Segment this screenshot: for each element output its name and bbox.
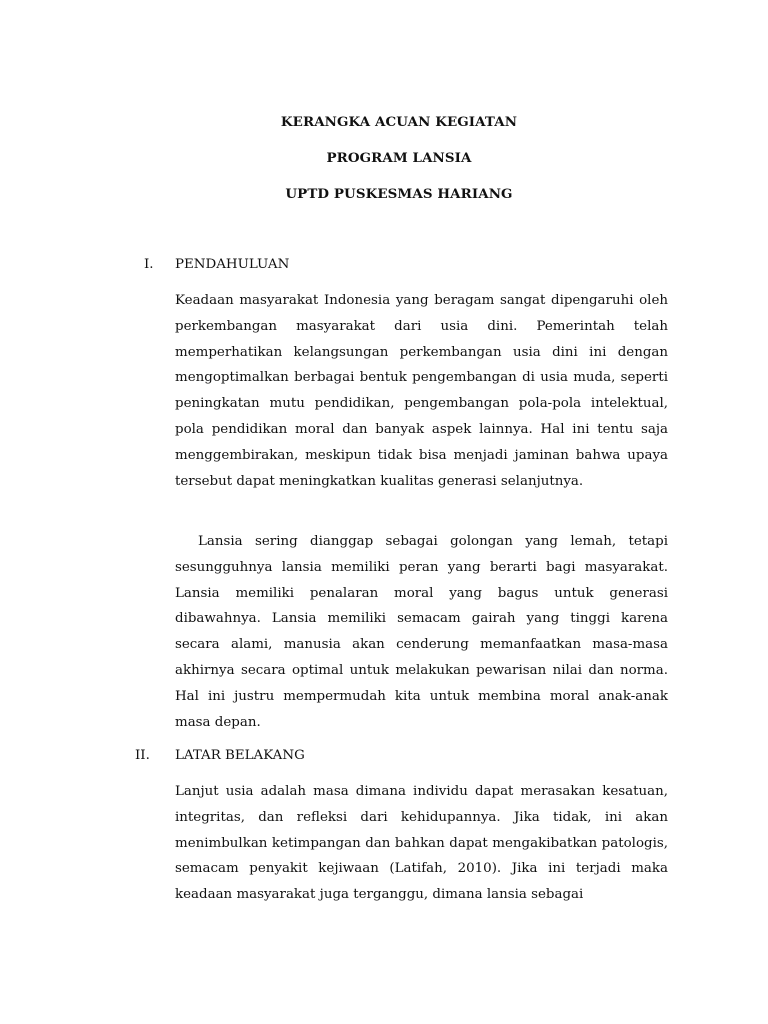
section-1-paragraph-1: Keadaan masyarakat Indonesia yang beragam sangat dipengaruhi oleh perkembangan masyarakat dari usia dini. Pemerintah telah memperhatikan kelangsungan perkembangan usia dini ini dengan mengoptimalkan berbagai bentuk pengembangan di usia muda, seperti peningkatan mutu pendidikan, pengembangan pola-pola intelektual, pola pendidikan moral dan banyak aspek lainnya. Hal ini tentu saja menggembirakan, meskipun tidak bisa menjadi jaminan bahwa upaya tersebut dapat meningkatkan kualitas generasi selanjutnya. [175, 293, 668, 489]
section-2-paragraph-1: Lanjut usia adalah masa dimana individu dapat merasakan kesatuan, integritas, dan refleksi dari kehidupannya. Jika tidak, ini akan menimbulkan ketimpangan dan bahkan dapat mengakibatkan patologis, semacam penyakit kejiwaan (Latifah, 2010). Jika ini terjadi maka keadaan masyarakat juga terganggu, dimana lansia sebagai [175, 784, 668, 903]
section-1-paragraph-2: Lansia sering dianggap sebagai golongan yang lemah, tetapi sesungguhnya lansia memiliki peran yang berarti bagi masyarakat. Lansia memiliki penalaran moral yang bagus untuk generasi dibawahnya. Lansia memiliki semacam gairah yang tinggi karena secara alami, manusia akan cenderung memanfaatkan masa-masa akhirnya secara optimal untuk melakukan pewarisan nilai dan norma. Hal ini justru mempermudah kita untuk membina moral anak-anak masa depan. [175, 534, 668, 730]
document-institution: UPTD PUSKESMAS HARIANG [285, 186, 513, 202]
section-2-heading: LATAR BELAKANG [175, 748, 305, 763]
section-1-heading: PENDAHULUAN [175, 257, 290, 272]
document-title: KERANGKA ACUAN KEGIATAN [280, 114, 518, 130]
document-subtitle: PROGRAM LANSIA [326, 150, 472, 166]
section-1-numeral: I. [144, 257, 154, 272]
section-2-numeral: II. [135, 748, 150, 763]
